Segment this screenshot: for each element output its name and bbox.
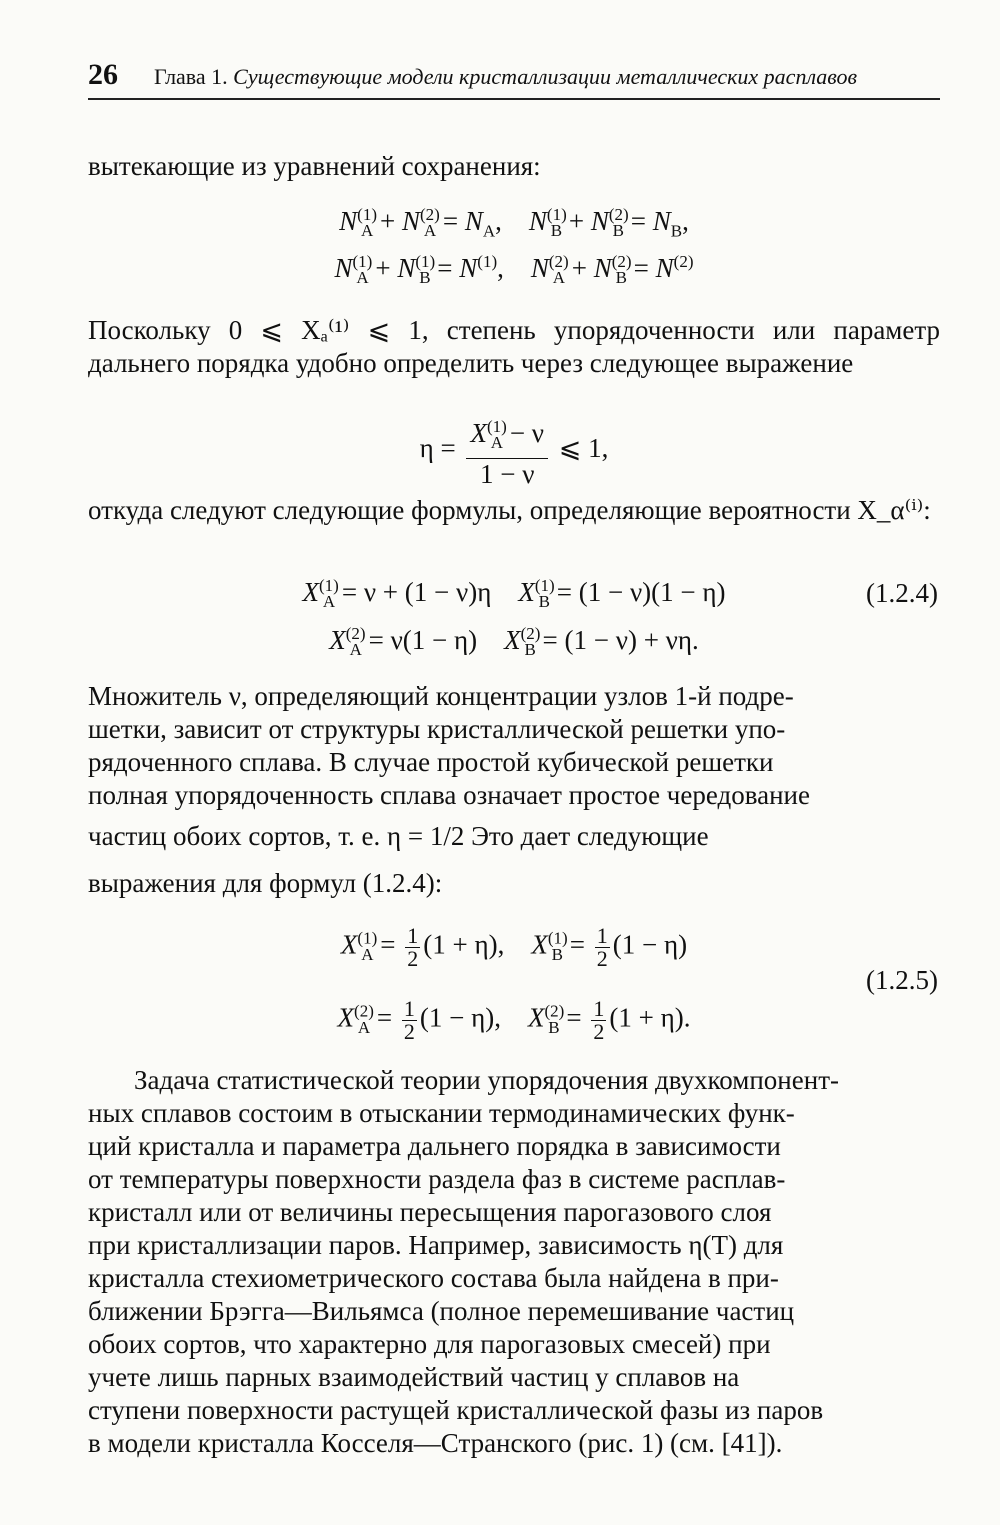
- running-header: [88, 58, 940, 92]
- page-number: 26: [88, 58, 118, 91]
- text-line: выражения для формул (1.2.4):: [88, 868, 443, 898]
- text-line: от температуры поверхности раздела фаз в системе расплав-: [88, 1164, 786, 1194]
- chapter-label: Глава 1.: [154, 64, 228, 89]
- paragraph-statistical-theory: [88, 1064, 940, 1460]
- text-line: обоих сортов, что характерно для парогазовых смесей) при: [88, 1329, 771, 1359]
- text-line: кристалл или от величины пересыщения парогазового слоя: [88, 1197, 772, 1227]
- equation-1-2-5-line-2: $X^{(2)}_A$ = $\frac{1}{2}$ (1 − η), $X^{(2)}_B$ = $\frac{1}{2}$ (1 + η).: [337, 996, 691, 1044]
- text-line: шетки, зависит от структуры кристаллической решетки упо-: [88, 714, 786, 744]
- paragraph-probabilities: откуда следуют следующие формулы, определяющие вероятности X_α⁽ⁱ⁾:: [88, 495, 931, 525]
- equation-1-2-4-line-1: $X^{(1)}_A = \nu + (1 - \nu)\eta$ $X^{(1)}_B = (1 - \nu)(1 - \eta)$: [302, 576, 726, 612]
- chapter-title: Существующие модели кристаллизации металлических расплавов: [233, 64, 858, 89]
- text-line: ций кристалла и параметра дальнего порядка в зависимости: [88, 1131, 781, 1161]
- text-line: частиц обоих сортов, т. е. η = 1/2 Это дает следующие: [88, 821, 709, 851]
- text-line: учете лишь парных взаимодействий частиц у сплавов на: [88, 1362, 740, 1392]
- running-title: [154, 64, 857, 90]
- equation-conservation-1: $N^{(1)}_A + N^{(2)}_A = N_A$, $N^{(1)}_B + N^{(2)}_B = N_B$,: [339, 205, 689, 241]
- text-line: ближении Брэгга—Вильямса (полное перемешивание частиц: [88, 1296, 795, 1326]
- paragraph-order-parameter: Поскольку 0 ⩽ Xₐ⁽¹⁾ ⩽ 1, степень упорядоченности или параметр дальнего порядка удобно определить через следующее выражение: [88, 315, 940, 378]
- equation-1-2-5-line-1: $X^{(1)}_A$ = $\frac{1}{2}$ (1 + η), $X^{(1)}_B$ = $\frac{1}{2}$ (1 − η): [340, 923, 688, 971]
- text-line: полная упорядоченность сплава означает простое чередование: [88, 780, 810, 810]
- paragraph-multiplier: [88, 680, 940, 900]
- header-rule: [88, 98, 940, 100]
- text-line: Множитель ν, определяющий концентрации узлов 1-й подре-: [88, 681, 794, 711]
- text-line: рядоченного сплава. В случае простой кубической решетки: [88, 747, 774, 777]
- equation-1-2-4-line-2: $X^{(2)}_A = \nu(1 - \eta)$ $X^{(2)}_B = (1 - \nu) + \nu\eta$.: [329, 624, 699, 660]
- paragraph-intro: вытекающие из уравнений сохранения:: [88, 151, 541, 181]
- equation-number-1-2-4: (1.2.4): [866, 578, 938, 608]
- equation-eta-definition: η = $\frac{X^{(1)}_A - \nu}{1 - \nu}$ ⩽ 1,: [88, 412, 940, 489]
- equation-number-1-2-5: (1.2.5): [866, 965, 938, 995]
- text-line: в модели кристалла Косселя—Странского (рис. 1) (см. [41]).: [88, 1428, 783, 1458]
- equation-conservation-2: $N^{(1)}_A + N^{(1)}_B = N^{(1)}$, $N^{(2)}_A + N^{(2)}_B = N^{(2)}$: [334, 252, 694, 288]
- text-line: Задача статистической теории упорядочения двухкомпонент-: [134, 1065, 839, 1095]
- text-line: кристалла стехиометрического состава была найдена в при-: [88, 1263, 779, 1293]
- text-line: ступени поверхности растущей кристаллической фазы из паров: [88, 1395, 824, 1425]
- eta-fraction: $\frac{X^{(1)}_A - \nu}{1 - \nu}$: [466, 412, 548, 489]
- text-line: при кристаллизации паров. Например, зависимость η(T) для: [88, 1230, 784, 1260]
- text-line: ных сплавов состоим в отыскании термодинамических функ-: [88, 1098, 795, 1128]
